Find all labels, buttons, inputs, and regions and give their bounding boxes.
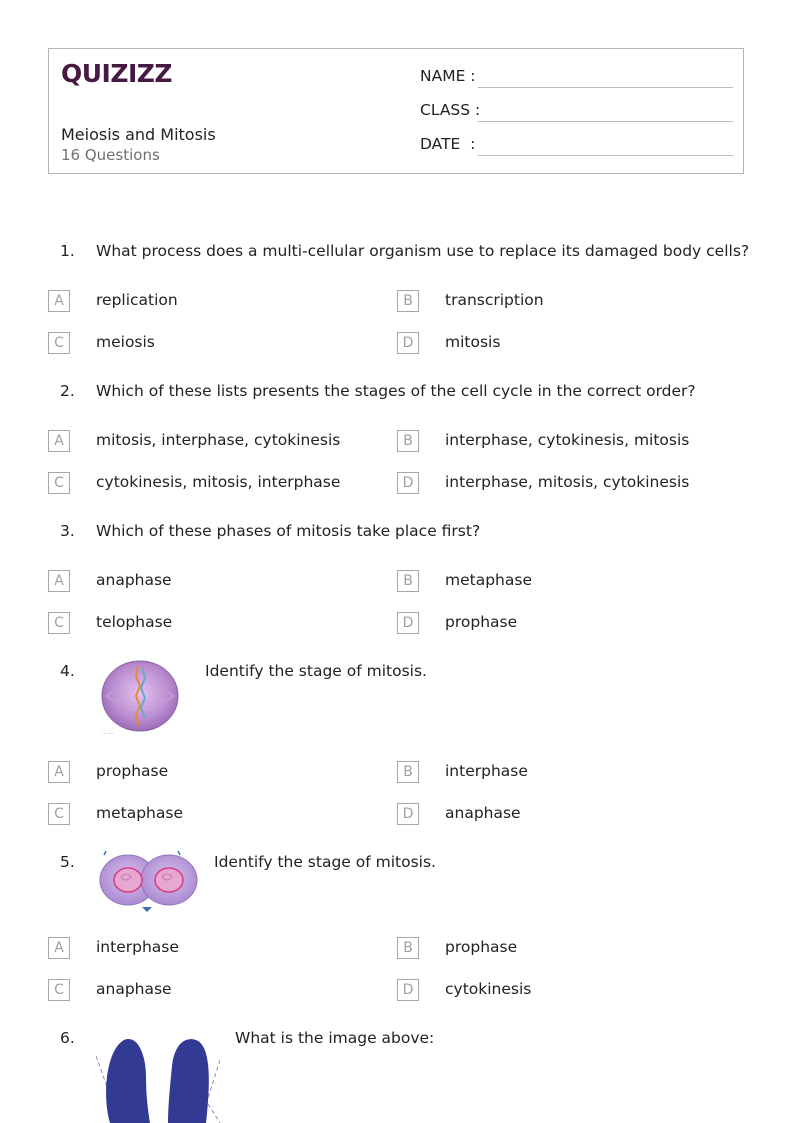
question-count: 16 Questions (61, 146, 160, 164)
option-text: metaphase (96, 804, 183, 822)
chromosome-image (96, 1036, 220, 1123)
option-letter-box: B (397, 430, 419, 452)
name-line (478, 87, 733, 88)
date-label: DATE : (420, 135, 476, 153)
option-letter-box: A (48, 430, 70, 452)
option-letter-box: A (48, 937, 70, 959)
question-text: Which of these phases of mitosis take place first? (96, 522, 481, 540)
question-text: What is the image above: (235, 1029, 435, 1047)
worksheet-title: Meiosis and Mitosis (61, 125, 216, 144)
question-text: What process does a multi-cellular organism use to replace its damaged body cells? (96, 242, 750, 260)
worksheet-header (48, 48, 744, 174)
option-letter-box: D (397, 612, 419, 634)
option-letter-box: D (397, 472, 419, 494)
option-text: prophase (445, 938, 518, 956)
date-field (420, 135, 475, 153)
option-letter-box: D (397, 332, 419, 354)
metaphase-cell-image (96, 658, 186, 736)
option-letter-box: B (397, 761, 419, 783)
option-text: prophase (445, 613, 518, 631)
question-text: Which of these lists presents the stages of the cell cycle in the correct order? (96, 382, 696, 400)
option-letter-box: C (48, 803, 70, 825)
option-text: meiosis (96, 333, 155, 351)
option-letter-box: B (397, 937, 419, 959)
option-text: transcription (445, 291, 544, 309)
option-text: anaphase (96, 980, 172, 998)
class-label: CLASS : (420, 101, 481, 119)
option-text: anaphase (445, 804, 521, 822)
option-letter-box: C (48, 332, 70, 354)
question-number: 1. (60, 242, 75, 260)
svg-text:··· ···: ··· ··· (102, 731, 114, 736)
option-letter-box: D (397, 979, 419, 1001)
option-letter-box: C (48, 612, 70, 634)
option-text: interphase (96, 938, 179, 956)
option-letter-box: B (397, 570, 419, 592)
option-letter-box: A (48, 290, 70, 312)
question-number: 5. (60, 853, 75, 871)
option-text: mitosis (445, 333, 501, 351)
option-letter-box: D (397, 803, 419, 825)
option-text: interphase (445, 762, 528, 780)
option-text: replication (96, 291, 178, 309)
option-letter-box: C (48, 979, 70, 1001)
option-text: prophase (96, 762, 169, 780)
option-letter-box: B (397, 290, 419, 312)
class-line (478, 121, 733, 122)
name-field (420, 67, 476, 85)
option-text: cytokinesis, mitosis, interphase (96, 473, 341, 491)
option-letter-box: A (48, 761, 70, 783)
name-label: NAME : (420, 67, 476, 85)
question-text: Identify the stage of mitosis. (214, 853, 436, 871)
option-text: metaphase (445, 571, 532, 589)
dividing-cell-image (96, 849, 200, 913)
question-number: 6. (60, 1029, 75, 1047)
option-text: interphase, mitosis, cytokinesis (445, 473, 690, 491)
option-letter-box: C (48, 472, 70, 494)
option-text: cytokinesis (445, 980, 532, 998)
date-line (478, 155, 733, 156)
question-text: Identify the stage of mitosis. (205, 662, 427, 680)
question-number: 4. (60, 662, 75, 680)
option-text: interphase, cytokinesis, mitosis (445, 431, 690, 449)
quizizz-logo: QUIZIZZ (61, 59, 173, 88)
option-text: telophase (96, 613, 173, 631)
question-number: 3. (60, 522, 75, 540)
option-text: anaphase (96, 571, 172, 589)
question-number: 2. (60, 382, 75, 400)
option-text: mitosis, interphase, cytokinesis (96, 431, 341, 449)
option-letter-box: A (48, 570, 70, 592)
class-field (420, 101, 480, 119)
